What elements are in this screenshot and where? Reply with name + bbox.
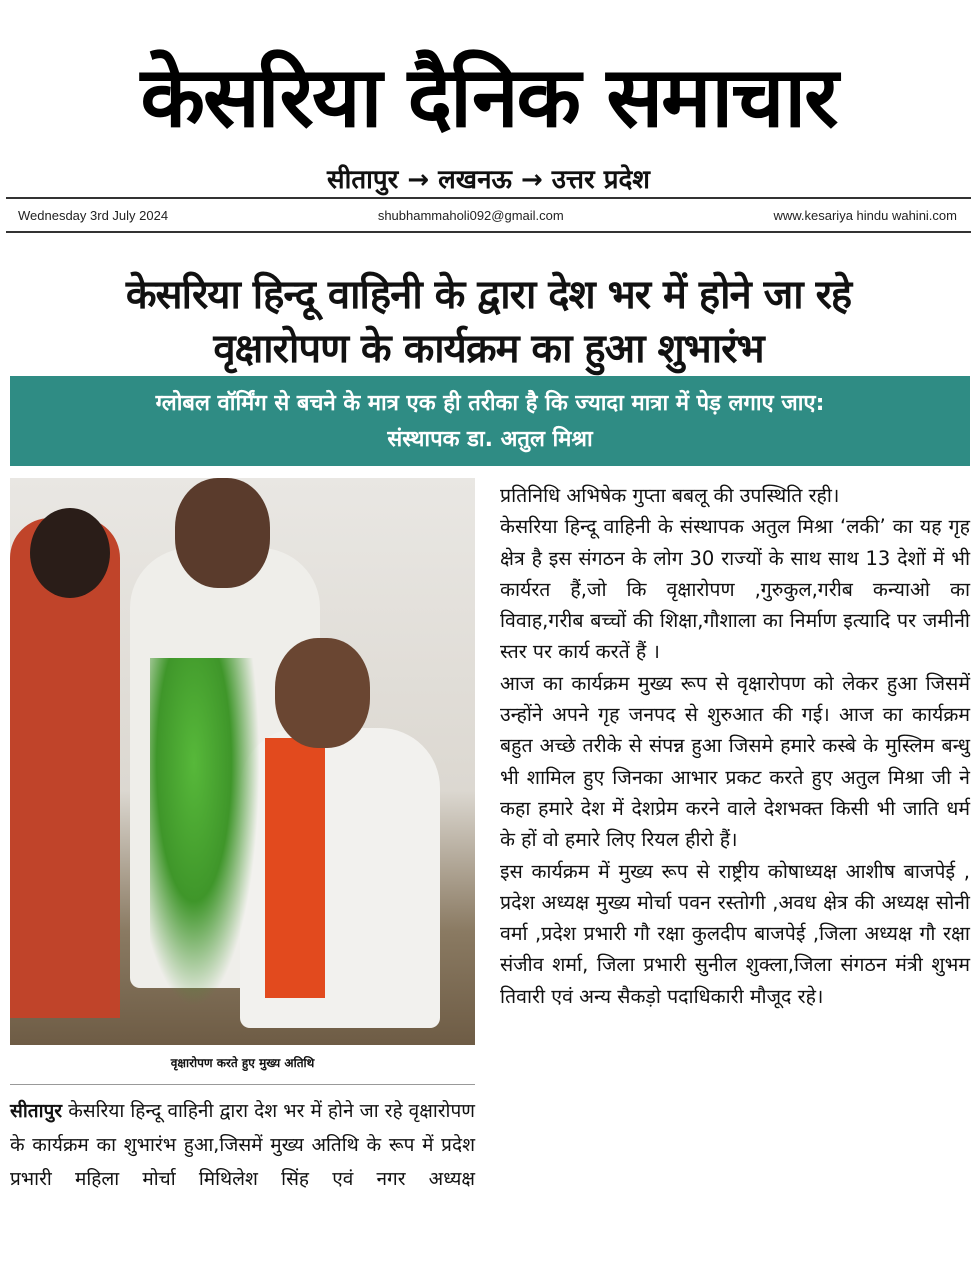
subheadline-line: ग्लोबल वॉर्मिंग से बचने के मात्र एक ही तरीका है कि ज्यादा मात्रा में पेड़ लगाए जाए: xyxy=(155,391,825,416)
article-left-column xyxy=(10,1094,475,1196)
person-head xyxy=(275,638,370,748)
sapling xyxy=(150,658,260,1008)
person-head xyxy=(175,478,270,588)
dateline-row xyxy=(18,208,957,223)
headline xyxy=(0,268,977,376)
article-right-column xyxy=(500,480,970,1012)
contact-email: shubhammaholi092@gmail.com xyxy=(377,208,564,223)
divider xyxy=(6,197,971,199)
subheadline-band xyxy=(10,376,970,466)
issue-date: Wednesday 3rd July 2024 xyxy=(18,208,169,223)
headline-line: वृक्षारोपण के कार्यक्रम का हुआ शुभारंभ xyxy=(213,326,764,372)
article-paragraph: प्रतिनिधि अभिषेक गुप्ता बबलू की उपस्थिति रही। xyxy=(500,484,840,507)
dateline-place: सीतापुर xyxy=(10,1100,63,1122)
masthead-location: सीतापुर → लखनऊ → उत्तर प्रदेश xyxy=(327,165,650,195)
article-photo xyxy=(10,478,475,1045)
article-text: केसरिया हिन्दू वाहिनी द्वारा देश भर में होने जा रहे वृक्षारोपण के कार्यक्रम का शुभारंभ हुआ,जिसमें मुख्य अतिथि के रूप में प्रदेश प्रभारी महिला मोर्चा मिथिलेश सिंह एवं नगर अध्यक्ष xyxy=(10,1100,475,1190)
divider xyxy=(6,231,971,233)
photo-caption: वृक्षारोपण करते हुए मुख्य अतिथि xyxy=(170,1056,315,1070)
article-paragraph: केसरिया हिन्दू वाहिनी के संस्थापक अतुल मिश्रा ‘लकी’ का यह गृह क्षेत्र है इस संगठन के लोग 30 राज्यों के साथ साथ 13 देशों में भी कार्यरत हैं,जो कि वृक्षारोपण ,गुरुकुल,गरीब कन्याओ का विवाह,गरीब बच्चों की शिक्षा,गौशाला का निर्माण इत्यादि पर जमीनी स्तर पर कार्य करतें हैं । xyxy=(500,515,970,664)
subheadline-line: संस्थापक डा. अतुल मिश्रा xyxy=(387,427,593,452)
masthead-title: केसरिया दैनिक समाचार xyxy=(140,48,837,146)
saffron-scarf xyxy=(265,738,325,998)
headline-line: केसरिया हिन्दू वाहिनी के द्वारा देश भर में होने जा रहे xyxy=(125,272,852,318)
article-paragraph: इस कार्यक्रम में मुख्य रूप से राष्ट्रीय कोषाध्यक्ष आशीष बाजपेई , प्रदेश अध्यक्ष मुख्य मोर्चा पवन रस्तोगी ,अवध क्षेत्र की अध्यक्ष सोनी वर्मा ,प्रदेश प्रभारी गौ रक्षा कुलदीप बाजपेई ,जिला अध्यक्ष गौ रक्षा संजीव शर्मा, जिला प्रभारी सुनील शुक्ला,जिला संगठन मंत्री शुभम तिवारी एवं अन्य सैकड़ो पदाधिकारी मौजूद रहे। xyxy=(500,859,970,1008)
person-head xyxy=(30,508,110,598)
article-paragraph: आज का कार्यक्रम मुख्य रूप से वृक्षारोपण को लेकर हुआ जिसमें उन्होंने अपने गृह जनपद से शुरुआत की गई। आज का कार्यक्रम बहुत अच्छे तरीके से संपन्न हुआ जिसमे हमारे कस्बे के मुस्लिम बन्धु भी शामिल हुए जिनका आभार प्रकट करते हुए अतुल मिश्रा जी ने कहा हमारे देश में देशप्रेम करने वाले देशभक्त किसी भी जाति धर्म के हों वो हमारे लिए रियल हीरो हैं। xyxy=(500,671,970,852)
divider xyxy=(10,1084,475,1085)
website: www.kesariya hindu wahini.com xyxy=(773,208,957,223)
